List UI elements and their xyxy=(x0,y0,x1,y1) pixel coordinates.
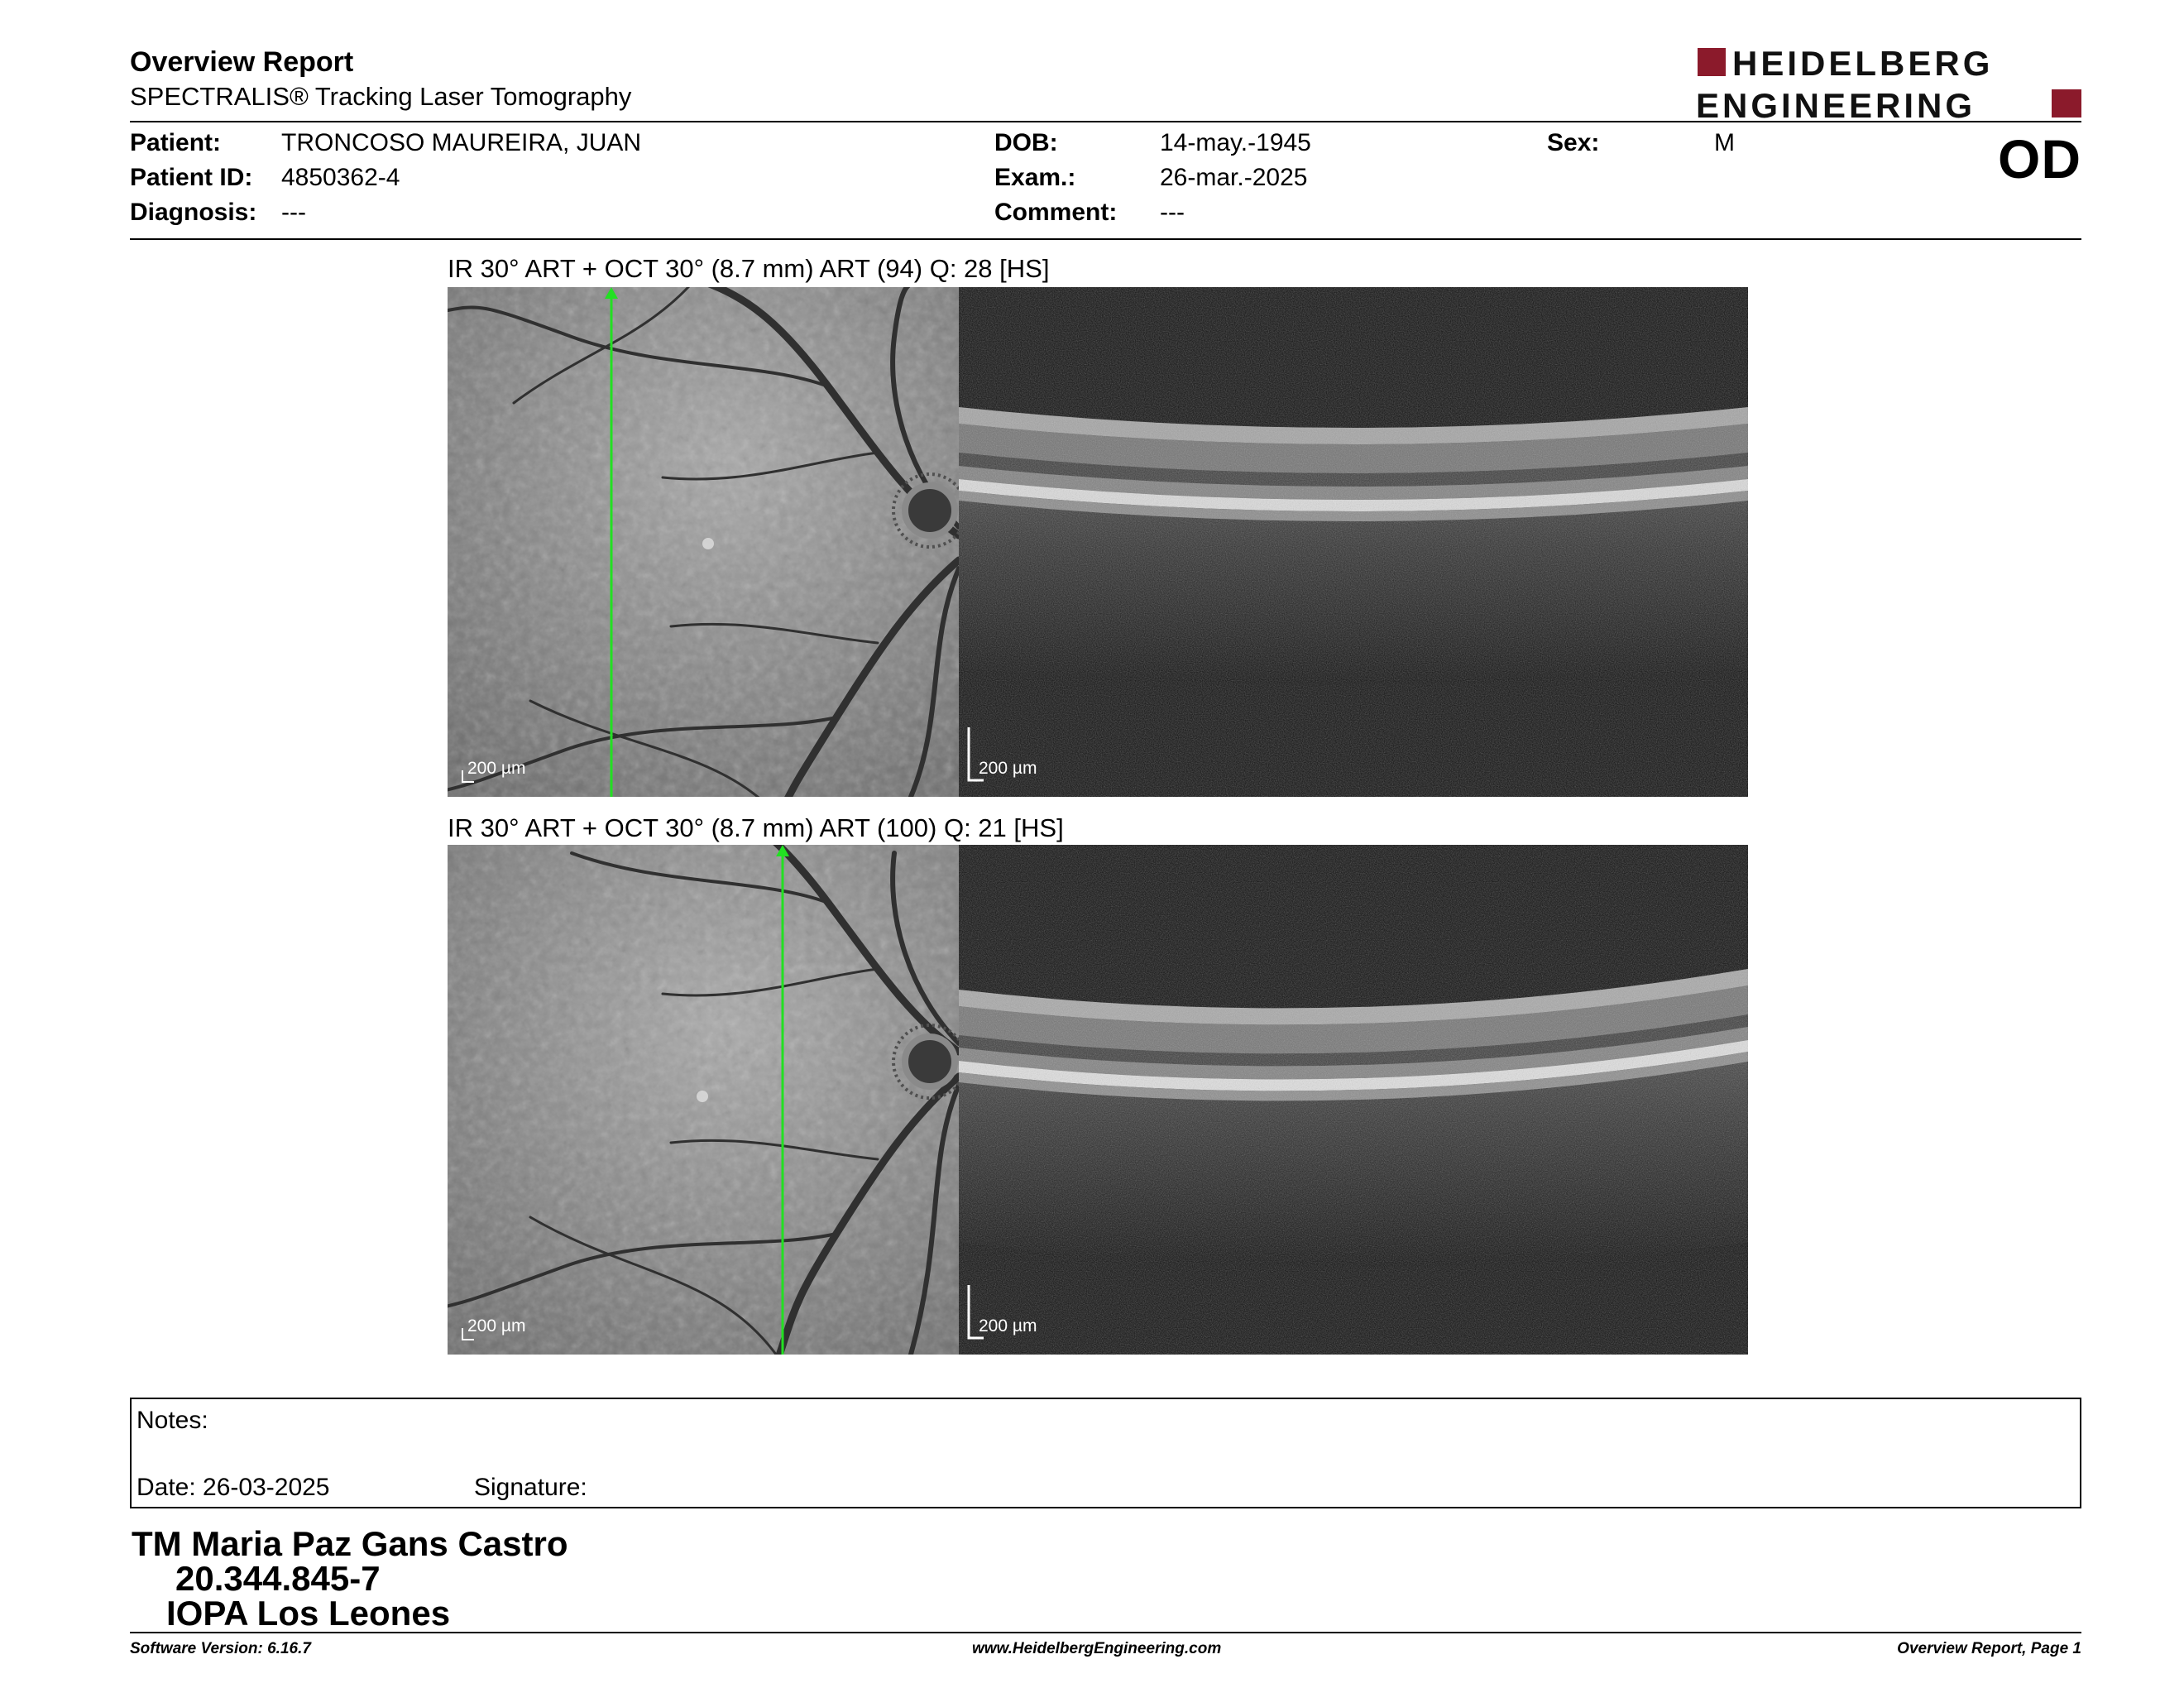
dob-value: 14-may.-1945 xyxy=(1160,129,1311,156)
patient-divider xyxy=(130,238,2081,240)
patient-label: Patient: xyxy=(130,129,222,156)
sex-label: Sex: xyxy=(1547,129,1600,156)
fundus-image xyxy=(448,845,959,1355)
notes-label: Notes: xyxy=(136,1407,208,1434)
exam-value: 26-mar.-2025 xyxy=(1160,164,1308,191)
signatory-id: 20.344.845-7 xyxy=(175,1559,381,1598)
comment-value: --- xyxy=(1160,199,1185,226)
notes-box xyxy=(130,1398,2081,1508)
report-title: Overview Report xyxy=(130,46,354,78)
report-subtitle: SPECTRALIS® Tracking Laser Tomography xyxy=(130,82,632,111)
oct-bscan-image xyxy=(959,845,1748,1355)
footer-divider xyxy=(130,1632,2081,1633)
logo-line2: ENGINEERING xyxy=(1696,86,1976,121)
date-label: Date: 26-03-2025 xyxy=(136,1474,330,1501)
diagnosis-label: Diagnosis: xyxy=(130,199,257,226)
fundus-scale-label: 200 µm xyxy=(467,1316,526,1336)
oct-scale-label: 200 µm xyxy=(979,1316,1037,1336)
fundus-scale-label: 200 µm xyxy=(467,759,526,778)
oct-scale-label: 200 µm xyxy=(979,759,1037,778)
oct-bscan-image xyxy=(959,287,1748,797)
scan-title: IR 30° ART + OCT 30° (8.7 mm) ART (100) Q: 21 [HS] xyxy=(448,813,1064,842)
header-divider xyxy=(130,121,2081,122)
signature-label: Signature: xyxy=(474,1474,587,1501)
scan-title: IR 30° ART + OCT 30° (8.7 mm) ART (94) Q: 28 [HS] xyxy=(448,254,1050,283)
patient-id: 4850362-4 xyxy=(281,164,400,191)
heidelberg-logo xyxy=(1696,45,2083,121)
exam-label: Exam.: xyxy=(994,164,1076,191)
sex-value: M xyxy=(1714,129,1735,156)
website-link[interactable]: www.HeidelbergEngineering.com xyxy=(972,1640,1222,1657)
signatory-institution: IOPA Los Leones xyxy=(166,1594,451,1633)
eye-laterality: OD xyxy=(1998,128,2081,189)
diagnosis-value: --- xyxy=(281,199,306,226)
patient-name: TRONCOSO MAUREIRA, JUAN xyxy=(281,129,642,156)
fundus-image xyxy=(448,287,959,797)
dob-label: DOB: xyxy=(994,129,1058,156)
software-version: Software Version: 6.16.7 xyxy=(130,1640,311,1657)
patient-id-label: Patient ID: xyxy=(130,164,253,191)
comment-label: Comment: xyxy=(994,199,1118,226)
signatory-name: TM Maria Paz Gans Castro xyxy=(132,1524,568,1563)
page-number: Overview Report, Page 1 xyxy=(1897,1640,2081,1657)
logo-line1: HEIDELBERG xyxy=(1732,45,1994,83)
